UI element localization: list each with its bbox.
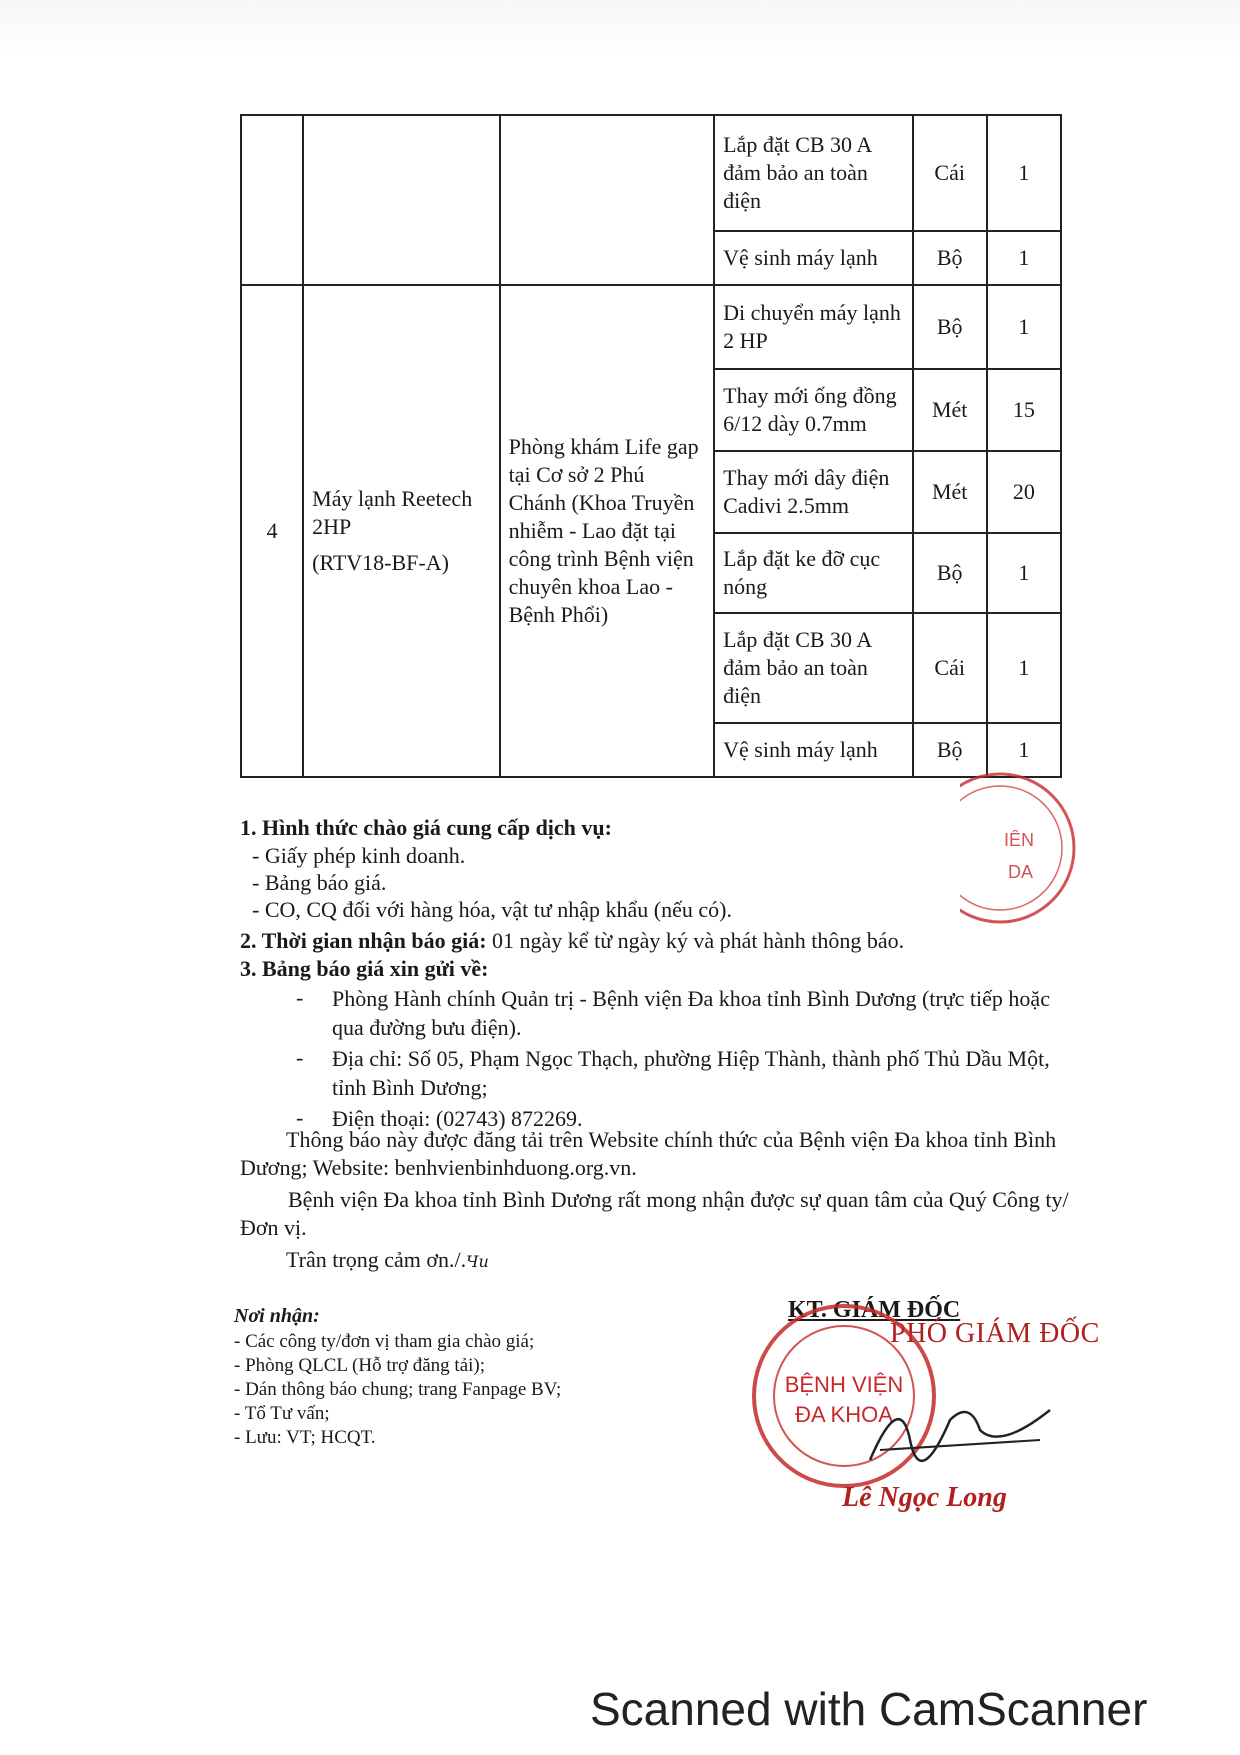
address-line: Phòng Hành chính Quản trị - Bệnh viện Đa khoa tỉnh Bình Dương (trực tiếp hoặc qua đường bưu điện). [332, 986, 1050, 1040]
unit-cell: Cái [913, 613, 987, 723]
device-name: Máy lạnh Reetech 2HP [312, 486, 473, 539]
qty-cell: 1 [987, 285, 1061, 369]
seal-partial-stamp [960, 768, 1080, 948]
address-line: Địa chỉ: Số 05, Phạm Ngọc Thạch, phường Hiệp Thành, thành phố Thủ Dầu Một, tỉnh Bình Dương; [332, 1046, 1050, 1100]
list-item: - Phòng Hành chính Quản trị - Bệnh viện Đa khoa tỉnh Bình Dương (trực tiếp hoặc qua đường bưu điện). [296, 984, 1076, 1042]
phone-line: Điện thoại: (02743) 872269. [332, 1106, 583, 1131]
work-cell: Di chuyển máy lạnh 2 HP [714, 285, 912, 369]
qty-cell: 20 [987, 451, 1061, 533]
list-item: - Tổ Tư vấn; [234, 1403, 330, 1424]
closing-line [286, 1246, 489, 1276]
device-model: (RTV18-BF-A) [312, 550, 449, 575]
table-row [241, 115, 1061, 231]
work-cell: Thay mới ống đồng 6/12 dày 0.7mm [714, 369, 912, 451]
camscanner-watermark: Scanned with CamScanner [590, 1683, 1148, 1735]
list-item: - Giấy phép kinh doanh. [252, 843, 466, 868]
signature-scribble [860, 1380, 1060, 1480]
website-paragraph: Thông báo này được đăng tải trên Website chính thức của Bệnh viện Đa khoa tỉnh Bình Dương; Website: benhvienbinhduong.org.vn. [240, 1127, 1057, 1180]
qty-cell: 1 [987, 533, 1061, 613]
section2-title: 2. Thời gian nhận báo giá: [240, 928, 487, 953]
stt-cell: 4 [241, 285, 303, 777]
list-item: - CO, CQ đối với hàng hóa, vật tư nhập khẩu (nếu có). [252, 897, 732, 922]
qty-cell: 1 [987, 231, 1061, 285]
recipients-block [234, 1304, 561, 1450]
recipients-title: Nơi nhận: [234, 1305, 320, 1327]
signer-name: Lê Ngọc Long [842, 1482, 1007, 1513]
work-cell: Thay mới dây điện Cadivi 2.5mm [714, 451, 912, 533]
section1-list [252, 842, 732, 923]
qty-cell: 1 [987, 723, 1061, 777]
device-cell [303, 285, 499, 777]
device-cell [303, 115, 499, 285]
qty-cell: 15 [987, 369, 1061, 451]
unit-cell: Bộ [913, 285, 987, 369]
closing-text: Trân trọng cảm ơn./. [286, 1247, 467, 1272]
list-item: - Phòng QLCL (Hỗ trợ đăng tải); [234, 1355, 486, 1376]
unit-cell: Cái [913, 115, 987, 231]
service-table [240, 114, 1062, 778]
signature-role: PHÓ GIÁM ĐỐC [890, 1318, 1100, 1349]
section1-title: 1. Hình thức chào giá cung cấp dịch vụ: [240, 815, 612, 840]
list-item: - Điện thoại: (02743) 872269. [296, 1105, 583, 1131]
list-item: - Lưu: VT; HCQT. [234, 1427, 376, 1448]
section3-list [296, 984, 1076, 1135]
section3-title: 3. Bảng báo giá xin gửi về: [240, 956, 489, 981]
list-item: - Bảng báo giá. [252, 870, 387, 895]
seal-partial-text-2: DA [1008, 862, 1034, 882]
work-cell: Lắp đặt ke đỡ cục nóng [714, 533, 912, 613]
initial-mark: Чи [466, 1252, 489, 1271]
list-item: - Các công ty/đơn vị tham gia chào giá; [234, 1331, 535, 1352]
list-item: - Địa chỉ: Số 05, Phạm Ngọc Thạch, phường Hiệp Thành, thành phố Thủ Dầu Một, tỉnh Bình Dương; [296, 1044, 1076, 1102]
section2 [240, 927, 904, 955]
unit-cell: Bộ [913, 231, 987, 285]
location-cell: Phòng khám Life gap tại Cơ sở 2 Phú Chánh (Khoa Truyền nhiễm - Lao đặt tại công trình Bệnh viện chuyên khoa Lao - Bệnh Phổi) [500, 285, 715, 777]
work-cell: Lắp đặt CB 30 A đảm bảo an toàn điện [714, 613, 912, 723]
section2-text: 01 ngày kể từ ngày ký và phát hành thông báo. [486, 928, 905, 953]
work-cell: Vệ sinh máy lạnh [714, 231, 912, 285]
location-cell [500, 115, 715, 285]
seal-partial-text-1: IÊN [1004, 830, 1035, 850]
work-cell: Vệ sinh máy lạnh [714, 723, 912, 777]
interest-paragraph: Bệnh viện Đa khoa tỉnh Bình Dương rất mong nhận được sự quan tâm của Quý Công ty/Đơn vị. [240, 1187, 1069, 1240]
seal-text-1: BỆNH VIỆN [784, 1372, 904, 1397]
qty-cell: 1 [987, 115, 1061, 231]
unit-cell: Bộ [913, 723, 987, 777]
list-item: - Dán thông báo chung; trang Fanpage BV; [234, 1379, 562, 1400]
seal-text-2: ĐA KHOA [795, 1402, 893, 1427]
stt-cell [241, 115, 303, 285]
table-row [241, 285, 1061, 369]
signature-kt-title: KT. GIÁM ĐỐC [788, 1297, 961, 1323]
qty-cell: 1 [987, 613, 1061, 723]
work-cell: Lắp đặt CB 30 A đảm bảo an toàn điện [714, 115, 912, 231]
unit-cell: Mét [913, 369, 987, 451]
unit-cell: Bộ [913, 533, 987, 613]
unit-cell: Mét [913, 451, 987, 533]
